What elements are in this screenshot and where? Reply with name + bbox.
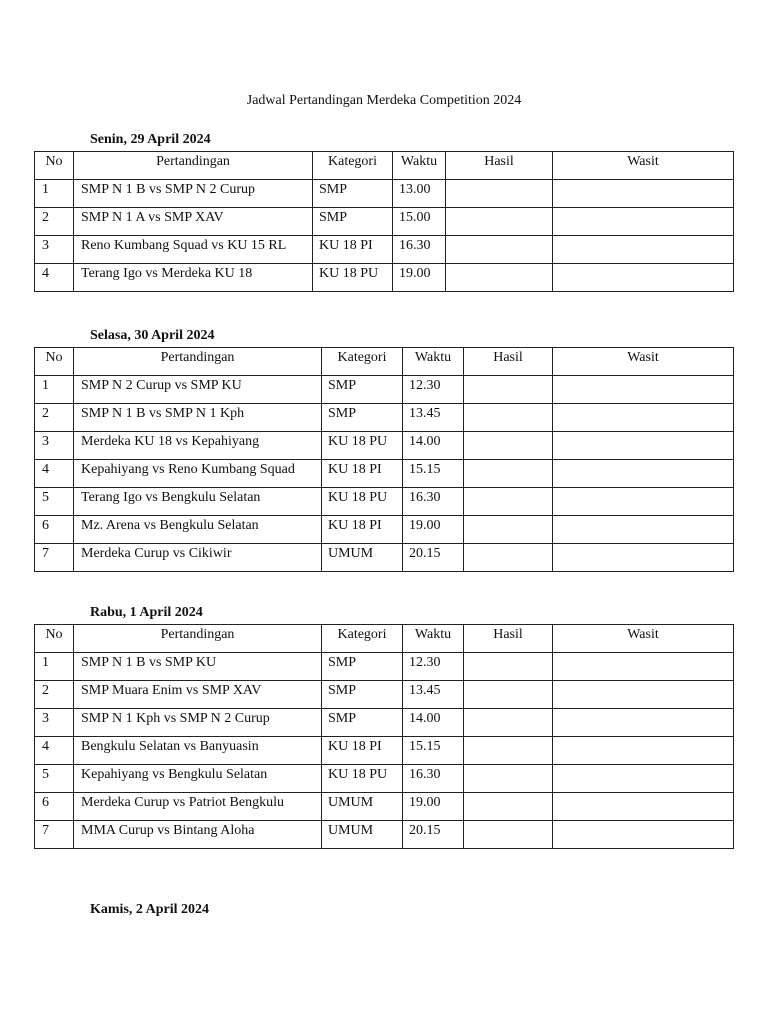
column-header-wasit: Wasit bbox=[553, 625, 734, 653]
cell-time: 12.30 bbox=[403, 376, 464, 404]
cell-time: 16.30 bbox=[393, 236, 446, 264]
cell-referee bbox=[553, 516, 734, 544]
cell-result bbox=[446, 264, 553, 292]
cell-match: Bengkulu Selatan vs Banyuasin bbox=[74, 737, 322, 765]
cell-result bbox=[446, 180, 553, 208]
cell-result bbox=[464, 793, 553, 821]
cell-result bbox=[464, 653, 553, 681]
cell-match: SMP N 2 Curup vs SMP KU bbox=[74, 376, 322, 404]
cell-result bbox=[464, 460, 553, 488]
cell-referee bbox=[553, 460, 734, 488]
cell-time: 12.30 bbox=[403, 653, 464, 681]
column-header-waktu: Waktu bbox=[403, 625, 464, 653]
cell-category: KU 18 PU bbox=[322, 488, 403, 516]
cell-no: 1 bbox=[35, 376, 74, 404]
column-header-no: No bbox=[35, 152, 74, 180]
table-header-row bbox=[35, 625, 734, 653]
table-row bbox=[35, 208, 734, 236]
cell-no: 1 bbox=[35, 653, 74, 681]
table-body bbox=[35, 653, 734, 849]
cell-category: SMP bbox=[322, 404, 403, 432]
table-row bbox=[35, 180, 734, 208]
table-header-row bbox=[35, 152, 734, 180]
cell-category: KU 18 PU bbox=[313, 264, 393, 292]
column-header-pertandingan: Pertandingan bbox=[74, 152, 313, 180]
table-row bbox=[35, 488, 734, 516]
column-header-hasil: Hasil bbox=[464, 625, 553, 653]
cell-no: 1 bbox=[35, 180, 74, 208]
table-row bbox=[35, 264, 734, 292]
column-header-hasil: Hasil bbox=[446, 152, 553, 180]
cell-time: 20.15 bbox=[403, 821, 464, 849]
cell-match: Kepahiyang vs Reno Kumbang Squad bbox=[74, 460, 322, 488]
cell-result bbox=[464, 681, 553, 709]
cell-result bbox=[464, 432, 553, 460]
cell-category: KU 18 PI bbox=[313, 236, 393, 264]
cell-category: KU 18 PU bbox=[322, 765, 403, 793]
table-row bbox=[35, 516, 734, 544]
cell-match: Kepahiyang vs Bengkulu Selatan bbox=[74, 765, 322, 793]
cell-time: 14.00 bbox=[403, 709, 464, 737]
column-header-pertandingan: Pertandingan bbox=[74, 625, 322, 653]
cell-match: Mz. Arena vs Bengkulu Selatan bbox=[74, 516, 322, 544]
cell-category: UMUM bbox=[322, 793, 403, 821]
cell-time: 13.45 bbox=[403, 404, 464, 432]
cell-referee bbox=[553, 488, 734, 516]
page-title: Jadwal Pertandingan Merdeka Competition 2024 bbox=[246, 93, 522, 108]
cell-no: 2 bbox=[35, 681, 74, 709]
cell-time: 13.00 bbox=[393, 180, 446, 208]
schedule-table-senin bbox=[34, 151, 734, 292]
column-header-pertandingan: Pertandingan bbox=[74, 348, 322, 376]
cell-time: 15.00 bbox=[393, 208, 446, 236]
cell-result bbox=[464, 544, 553, 572]
column-header-no: No bbox=[35, 625, 74, 653]
cell-no: 3 bbox=[35, 236, 74, 264]
column-header-wasit: Wasit bbox=[553, 152, 734, 180]
cell-referee bbox=[553, 653, 734, 681]
cell-result bbox=[464, 488, 553, 516]
table-body bbox=[35, 376, 734, 572]
cell-no: 5 bbox=[35, 765, 74, 793]
table-header-row bbox=[35, 348, 734, 376]
column-header-kategori: Kategori bbox=[322, 348, 403, 376]
cell-no: 4 bbox=[35, 264, 74, 292]
cell-category: UMUM bbox=[322, 544, 403, 572]
cell-match: Merdeka Curup vs Cikiwir bbox=[74, 544, 322, 572]
table-body bbox=[35, 180, 734, 292]
schedule-table-rabu bbox=[34, 624, 734, 849]
cell-no: 2 bbox=[35, 404, 74, 432]
cell-result bbox=[464, 737, 553, 765]
cell-category: KU 18 PU bbox=[322, 432, 403, 460]
cell-time: 15.15 bbox=[403, 460, 464, 488]
column-header-kategori: Kategori bbox=[313, 152, 393, 180]
cell-time: 16.30 bbox=[403, 488, 464, 516]
table-row bbox=[35, 653, 734, 681]
cell-no: 3 bbox=[35, 709, 74, 737]
cell-result bbox=[464, 376, 553, 404]
cell-match: MMA Curup vs Bintang Aloha bbox=[74, 821, 322, 849]
cell-category: SMP bbox=[313, 180, 393, 208]
cell-no: 4 bbox=[35, 460, 74, 488]
table-row bbox=[35, 765, 734, 793]
cell-no: 5 bbox=[35, 488, 74, 516]
table-row bbox=[35, 793, 734, 821]
cell-referee bbox=[553, 180, 734, 208]
cell-no: 2 bbox=[35, 208, 74, 236]
cell-no: 6 bbox=[35, 516, 74, 544]
table-row bbox=[35, 681, 734, 709]
table-row bbox=[35, 709, 734, 737]
table-row bbox=[35, 236, 734, 264]
day-heading-kamis: Kamis, 2 April 2024 bbox=[90, 902, 210, 917]
day-heading-selasa: Selasa, 30 April 2024 bbox=[90, 328, 215, 343]
column-header-waktu: Waktu bbox=[393, 152, 446, 180]
cell-match: Terang Igo vs Bengkulu Selatan bbox=[74, 488, 322, 516]
cell-time: 15.15 bbox=[403, 737, 464, 765]
cell-result bbox=[464, 821, 553, 849]
cell-result bbox=[464, 404, 553, 432]
cell-time: 20.15 bbox=[403, 544, 464, 572]
cell-referee bbox=[553, 765, 734, 793]
cell-no: 7 bbox=[35, 544, 74, 572]
cell-category: SMP bbox=[322, 376, 403, 404]
table-row bbox=[35, 432, 734, 460]
cell-match: SMP N 1 Kph vs SMP N 2 Curup bbox=[74, 709, 322, 737]
table-row bbox=[35, 460, 734, 488]
cell-referee bbox=[553, 709, 734, 737]
cell-time: 13.45 bbox=[403, 681, 464, 709]
cell-no: 7 bbox=[35, 821, 74, 849]
cell-time: 16.30 bbox=[403, 765, 464, 793]
cell-category: SMP bbox=[322, 681, 403, 709]
cell-time: 19.00 bbox=[403, 793, 464, 821]
table-row bbox=[35, 404, 734, 432]
cell-match: Merdeka KU 18 vs Kepahiyang bbox=[74, 432, 322, 460]
column-header-hasil: Hasil bbox=[464, 348, 553, 376]
cell-match: Terang Igo vs Merdeka KU 18 bbox=[74, 264, 313, 292]
cell-category: SMP bbox=[322, 709, 403, 737]
cell-referee bbox=[553, 737, 734, 765]
cell-category: KU 18 PI bbox=[322, 516, 403, 544]
cell-match: SMP N 1 B vs SMP N 2 Curup bbox=[74, 180, 313, 208]
cell-time: 19.00 bbox=[393, 264, 446, 292]
cell-time: 19.00 bbox=[403, 516, 464, 544]
cell-match: Merdeka Curup vs Patriot Bengkulu bbox=[74, 793, 322, 821]
cell-referee bbox=[553, 264, 734, 292]
cell-referee bbox=[553, 208, 734, 236]
cell-referee bbox=[553, 793, 734, 821]
cell-result bbox=[446, 236, 553, 264]
day-heading-rabu: Rabu, 1 April 2024 bbox=[90, 605, 203, 620]
table-row bbox=[35, 376, 734, 404]
cell-match: SMP Muara Enim vs SMP XAV bbox=[74, 681, 322, 709]
cell-time: 14.00 bbox=[403, 432, 464, 460]
cell-category: UMUM bbox=[322, 821, 403, 849]
cell-match: Reno Kumbang Squad vs KU 15 RL bbox=[74, 236, 313, 264]
schedule-table-selasa bbox=[34, 347, 734, 572]
cell-no: 3 bbox=[35, 432, 74, 460]
table-row bbox=[35, 821, 734, 849]
column-header-waktu: Waktu bbox=[403, 348, 464, 376]
cell-referee bbox=[553, 544, 734, 572]
cell-no: 6 bbox=[35, 793, 74, 821]
cell-result bbox=[446, 208, 553, 236]
cell-category: KU 18 PI bbox=[322, 737, 403, 765]
cell-no: 4 bbox=[35, 737, 74, 765]
cell-match: SMP N 1 A vs SMP XAV bbox=[74, 208, 313, 236]
cell-referee bbox=[553, 404, 734, 432]
column-header-kategori: Kategori bbox=[322, 625, 403, 653]
cell-category: SMP bbox=[313, 208, 393, 236]
cell-referee bbox=[553, 236, 734, 264]
column-header-wasit: Wasit bbox=[553, 348, 734, 376]
cell-match: SMP N 1 B vs SMP N 1 Kph bbox=[74, 404, 322, 432]
cell-result bbox=[464, 709, 553, 737]
cell-category: KU 18 PI bbox=[322, 460, 403, 488]
day-heading-senin: Senin, 29 April 2024 bbox=[90, 132, 211, 147]
cell-referee bbox=[553, 681, 734, 709]
cell-category: SMP bbox=[322, 653, 403, 681]
cell-match: SMP N 1 B vs SMP KU bbox=[74, 653, 322, 681]
cell-result bbox=[464, 765, 553, 793]
table-row bbox=[35, 544, 734, 572]
column-header-no: No bbox=[35, 348, 74, 376]
table-row bbox=[35, 737, 734, 765]
cell-referee bbox=[553, 376, 734, 404]
cell-result bbox=[464, 516, 553, 544]
cell-referee bbox=[553, 432, 734, 460]
cell-referee bbox=[553, 821, 734, 849]
